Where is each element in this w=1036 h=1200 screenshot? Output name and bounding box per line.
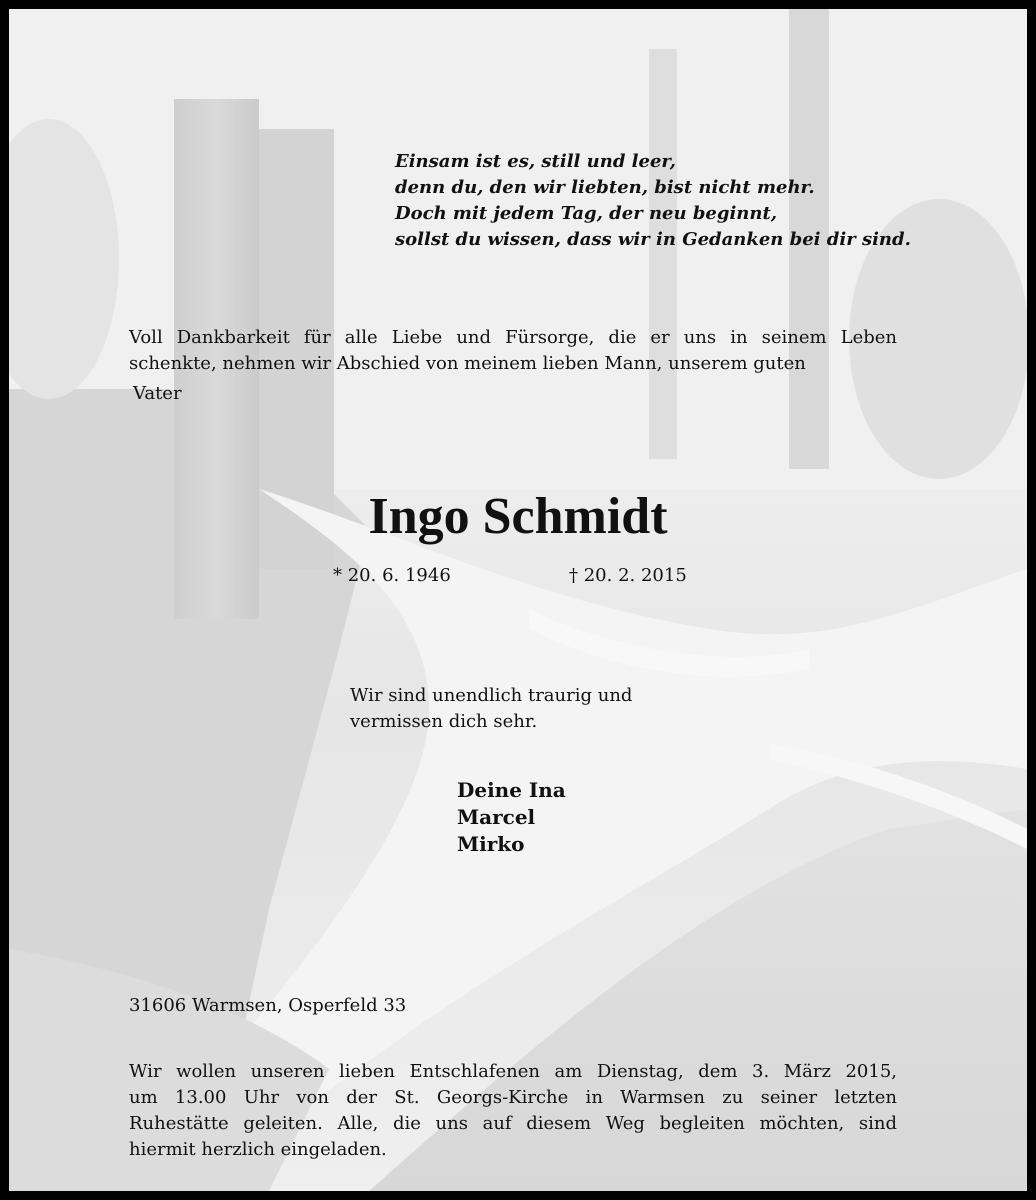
poem-line: sollst du wissen, dass wir in Gedanken bei dir sind. — [395, 229, 911, 250]
mourning-line: vermissen dich sehr. — [350, 711, 538, 732]
funeral-line: Wir wollen unseren lieben Entschlafenen am Dienstag, dem 3. März 2015, — [129, 1061, 897, 1082]
funeral-notice — [129, 1059, 897, 1163]
obituary-content — [9, 9, 1027, 1191]
birth-date: * 20. 6. 1946 — [333, 565, 451, 586]
family-address: 31606 Warmsen, Osperfeld 33 — [129, 995, 407, 1016]
deceased-name-text: Ingo Schmidt — [368, 488, 668, 545]
poem-line: Einsam ist es, still und leer, — [395, 151, 676, 172]
funeral-line: hiermit herzlich eingeladen. — [129, 1139, 387, 1160]
family-member: Deine Ina — [457, 778, 566, 802]
family-signatures — [457, 777, 566, 858]
mourning-text — [350, 683, 632, 735]
family-member: Marcel — [457, 805, 536, 829]
intro-line: Voll Dankbarkeit für alle Liebe und Fürsorge, die er uns in seinem Leben — [129, 327, 897, 348]
poem-line: Doch mit jedem Tag, der neu beginnt, — [395, 203, 778, 224]
family-member: Mirko — [457, 832, 525, 856]
intro-line: schenkte, nehmen wir Abschied von meinem lieben Mann, unserem guten — [129, 353, 806, 374]
poem-verse — [395, 149, 911, 253]
deceased-name — [9, 485, 1027, 549]
mourning-line: Wir sind unendlich traurig und — [350, 685, 633, 706]
poem-line: denn du, den wir liebten, bist nicht mehr. — [395, 177, 815, 198]
funeral-line: um 13.00 Uhr von der St. Georgs-Kirche in Warmsen zu seiner letzten — [129, 1087, 897, 1108]
intro-paragraph — [129, 325, 897, 407]
intro-line: Vater — [133, 383, 182, 404]
funeral-line: Ruhestätte geleiten. Alle, die uns auf diesem Weg begleiten möchten, sind — [129, 1113, 897, 1134]
death-date: † 20. 2. 2015 — [569, 565, 687, 586]
